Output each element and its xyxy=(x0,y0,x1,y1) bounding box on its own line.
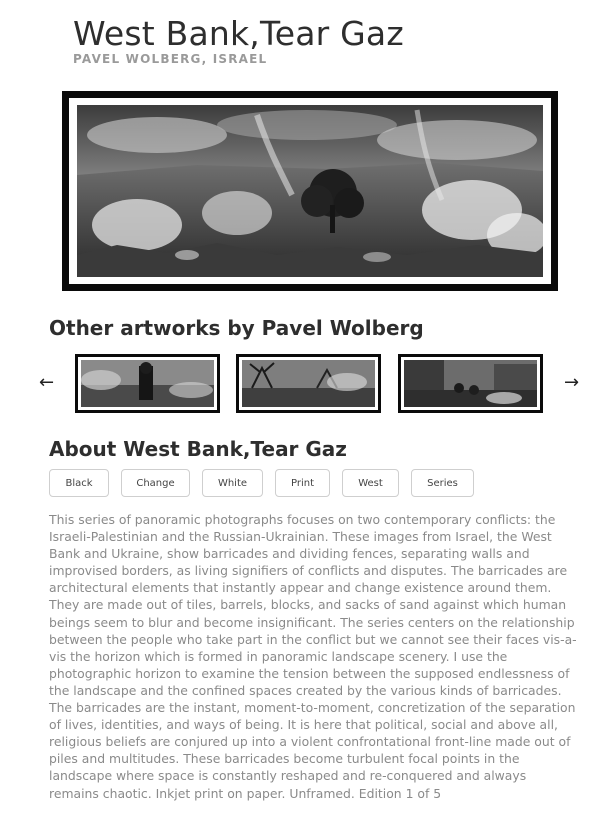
tag-change[interactable]: Change xyxy=(121,469,190,497)
carousel-prev-arrow-icon[interactable]: ← xyxy=(39,372,55,393)
tag-white[interactable]: White xyxy=(202,469,263,497)
artwork-mat xyxy=(69,98,551,284)
artwork-photo xyxy=(77,105,543,277)
thumbnail-photo-2 xyxy=(242,360,375,407)
artwork-title: West Bank,Tear Gaz xyxy=(73,14,404,53)
tag-west[interactable]: West xyxy=(342,469,399,497)
artwork-thumbnail-1[interactable] xyxy=(75,354,220,413)
tag-list xyxy=(49,469,474,497)
artwork-description: This series of panoramic photographs focuses on two contemporary conflicts: the Israeli-Palestinian and the Russian-Ukrainian. These images from Israel, the West Bank and Ukraine, show barricades and dividing fences, separating walls and improvised borders, as living signifiers of conflicts and disputes. The barricades are architectural elements that instantly appear and change existence around them. They are made out of tiles, barrels, blocks, and sacks of sand against which human beings seem to blur and become insignificant. The series centers on the relationship between the people who take part in the conflict but we cannot see their faces vis-a-vis the horizon which is formed in panoramic landscape scenery. I use the photographic horizon to examine the tension between the supposed endlessness of the landscape and the confined spaces created by the various kinds of barricades. The barricades are the instant, moment-to-moment, concretization of the separation of lives, identities, and ways of being. It is here that political, social and above all, religious beliefs are conjured up into a violent confrontational front-line made out of piles and multitudes. These barricades become turbulent focal points in the landscape where space is constantly reshaped and re-conquered and always remains chaotic. Inkjet print on paper. Unframed. Edition 1 of 5 xyxy=(49,512,577,801)
about-heading: About West Bank,Tear Gaz xyxy=(49,437,347,461)
thumbnail-photo-3 xyxy=(404,360,537,407)
thumbnail-photo-1 xyxy=(81,360,214,407)
tag-series[interactable]: Series xyxy=(411,469,474,497)
carousel-next-arrow-icon[interactable]: → xyxy=(564,372,580,393)
tag-print[interactable]: Print xyxy=(275,469,330,497)
artist-name[interactable]: PAVEL WOLBERG, ISRAEL xyxy=(73,52,268,66)
artwork-thumbnail-2[interactable] xyxy=(236,354,381,413)
tag-black[interactable]: Black xyxy=(49,469,109,497)
main-artwork-image[interactable] xyxy=(62,91,558,291)
artwork-thumbnail-3[interactable] xyxy=(398,354,543,413)
other-artworks-heading: Other artworks by Pavel Wolberg xyxy=(49,316,424,340)
